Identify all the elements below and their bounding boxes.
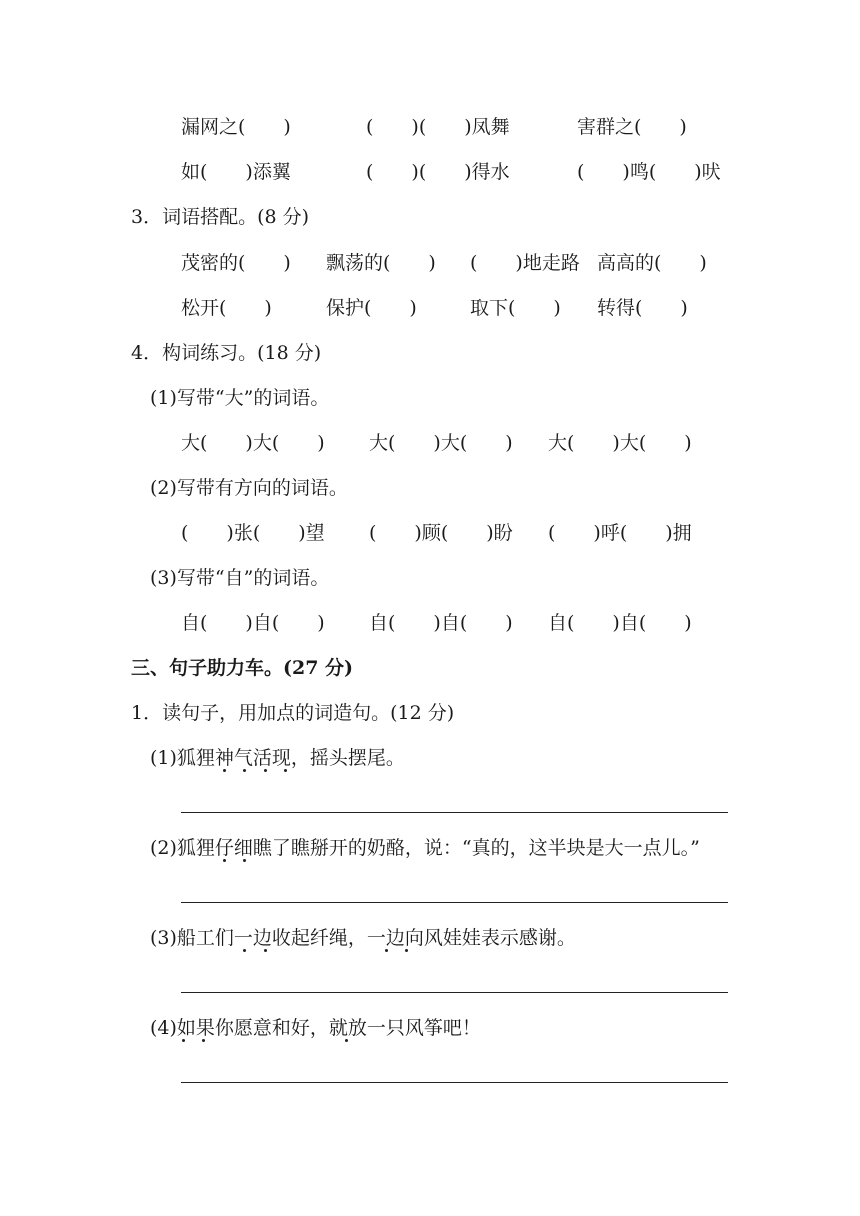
collocation-blank-3: ( )地走路 [470,252,580,274]
word-blank-da-3: 大( )大( ) [548,432,692,454]
sub-question-3-label: (3)写带“自”的词语。 [150,567,330,589]
word-blank-zi-1: 自( )自( ) [181,612,325,634]
word-blank-direction-3: ( )呼( )拥 [548,522,692,544]
word-blank-direction-2: ( )顾( )盼 [369,522,513,544]
answer-line-2[interactable] [181,902,728,903]
emphasis-dot [243,769,246,772]
section-3-question-1-title: 1．读句子，用加点的词造句。(12 分) [131,702,455,724]
emphasis-dot [223,859,226,862]
word-blank-da-2: 大( )大( ) [369,432,513,454]
emphasis-dot [243,859,246,862]
emphasis-dot [385,949,388,952]
sentence-1: (1)狐狸神气活现，摇头摆尾。 [150,747,405,769]
idiom-blank-6: ( )鸣( )吠 [577,161,721,183]
answer-line-1[interactable] [181,812,728,813]
collocation-blank-7: 取下( ) [470,297,561,319]
idiom-blank-4: 如( )添翼 [181,161,291,183]
collocation-blank-5: 松开( ) [181,297,272,319]
emphasis-dot [264,769,267,772]
idiom-blank-1: 漏网之( ) [181,116,291,138]
idiom-blank-5: ( )( )得水 [366,161,510,183]
sentence-4: (4)如果你愿意和好，就放一只风筝吧！ [150,1017,481,1039]
word-blank-zi-2: 自( )自( ) [369,612,513,634]
answer-line-3[interactable] [181,992,728,993]
word-blank-da-1: 大( )大( ) [181,432,325,454]
emphasis-dot [264,949,267,952]
emphasis-dot [182,1039,185,1042]
collocation-blank-4: 高高的( ) [597,252,707,274]
idiom-blank-3: 害群之( ) [577,116,687,138]
emphasis-dot [284,769,287,772]
emphasis-dot [243,949,246,952]
sentence-2: (2)狐狸仔细瞧了瞧掰开的奶酪，说：“真的，这半块是大一点儿。” [150,837,700,859]
sub-question-1-label: (1)写带“大”的词语。 [150,387,330,409]
idiom-blank-2: ( )( )凤舞 [366,116,510,138]
emphasis-dot [345,1039,348,1042]
emphasis-dot [223,769,226,772]
answer-line-4[interactable] [181,1082,728,1083]
collocation-blank-1: 茂密的( ) [181,252,291,274]
collocation-blank-2: 飘荡的( ) [326,252,436,274]
question-4-title: 4．构词练习。(18 分) [131,342,322,364]
sentence-3: (3)船工们一边收起纤绳，一边向风娃娃表示感谢。 [150,927,576,949]
emphasis-dot [405,949,408,952]
sub-question-2-label: (2)写带有方向的词语。 [150,477,348,499]
collocation-blank-8: 转得( ) [597,297,688,319]
word-blank-zi-3: 自( )自( ) [548,612,692,634]
word-blank-direction-1: ( )张( )望 [181,522,325,544]
emphasis-dot [202,1039,205,1042]
collocation-blank-6: 保护( ) [326,297,417,319]
question-3-title: 3．词语搭配。(8 分) [131,206,310,228]
section-3-heading: 三、句子助力车。(27 分) [131,657,354,679]
